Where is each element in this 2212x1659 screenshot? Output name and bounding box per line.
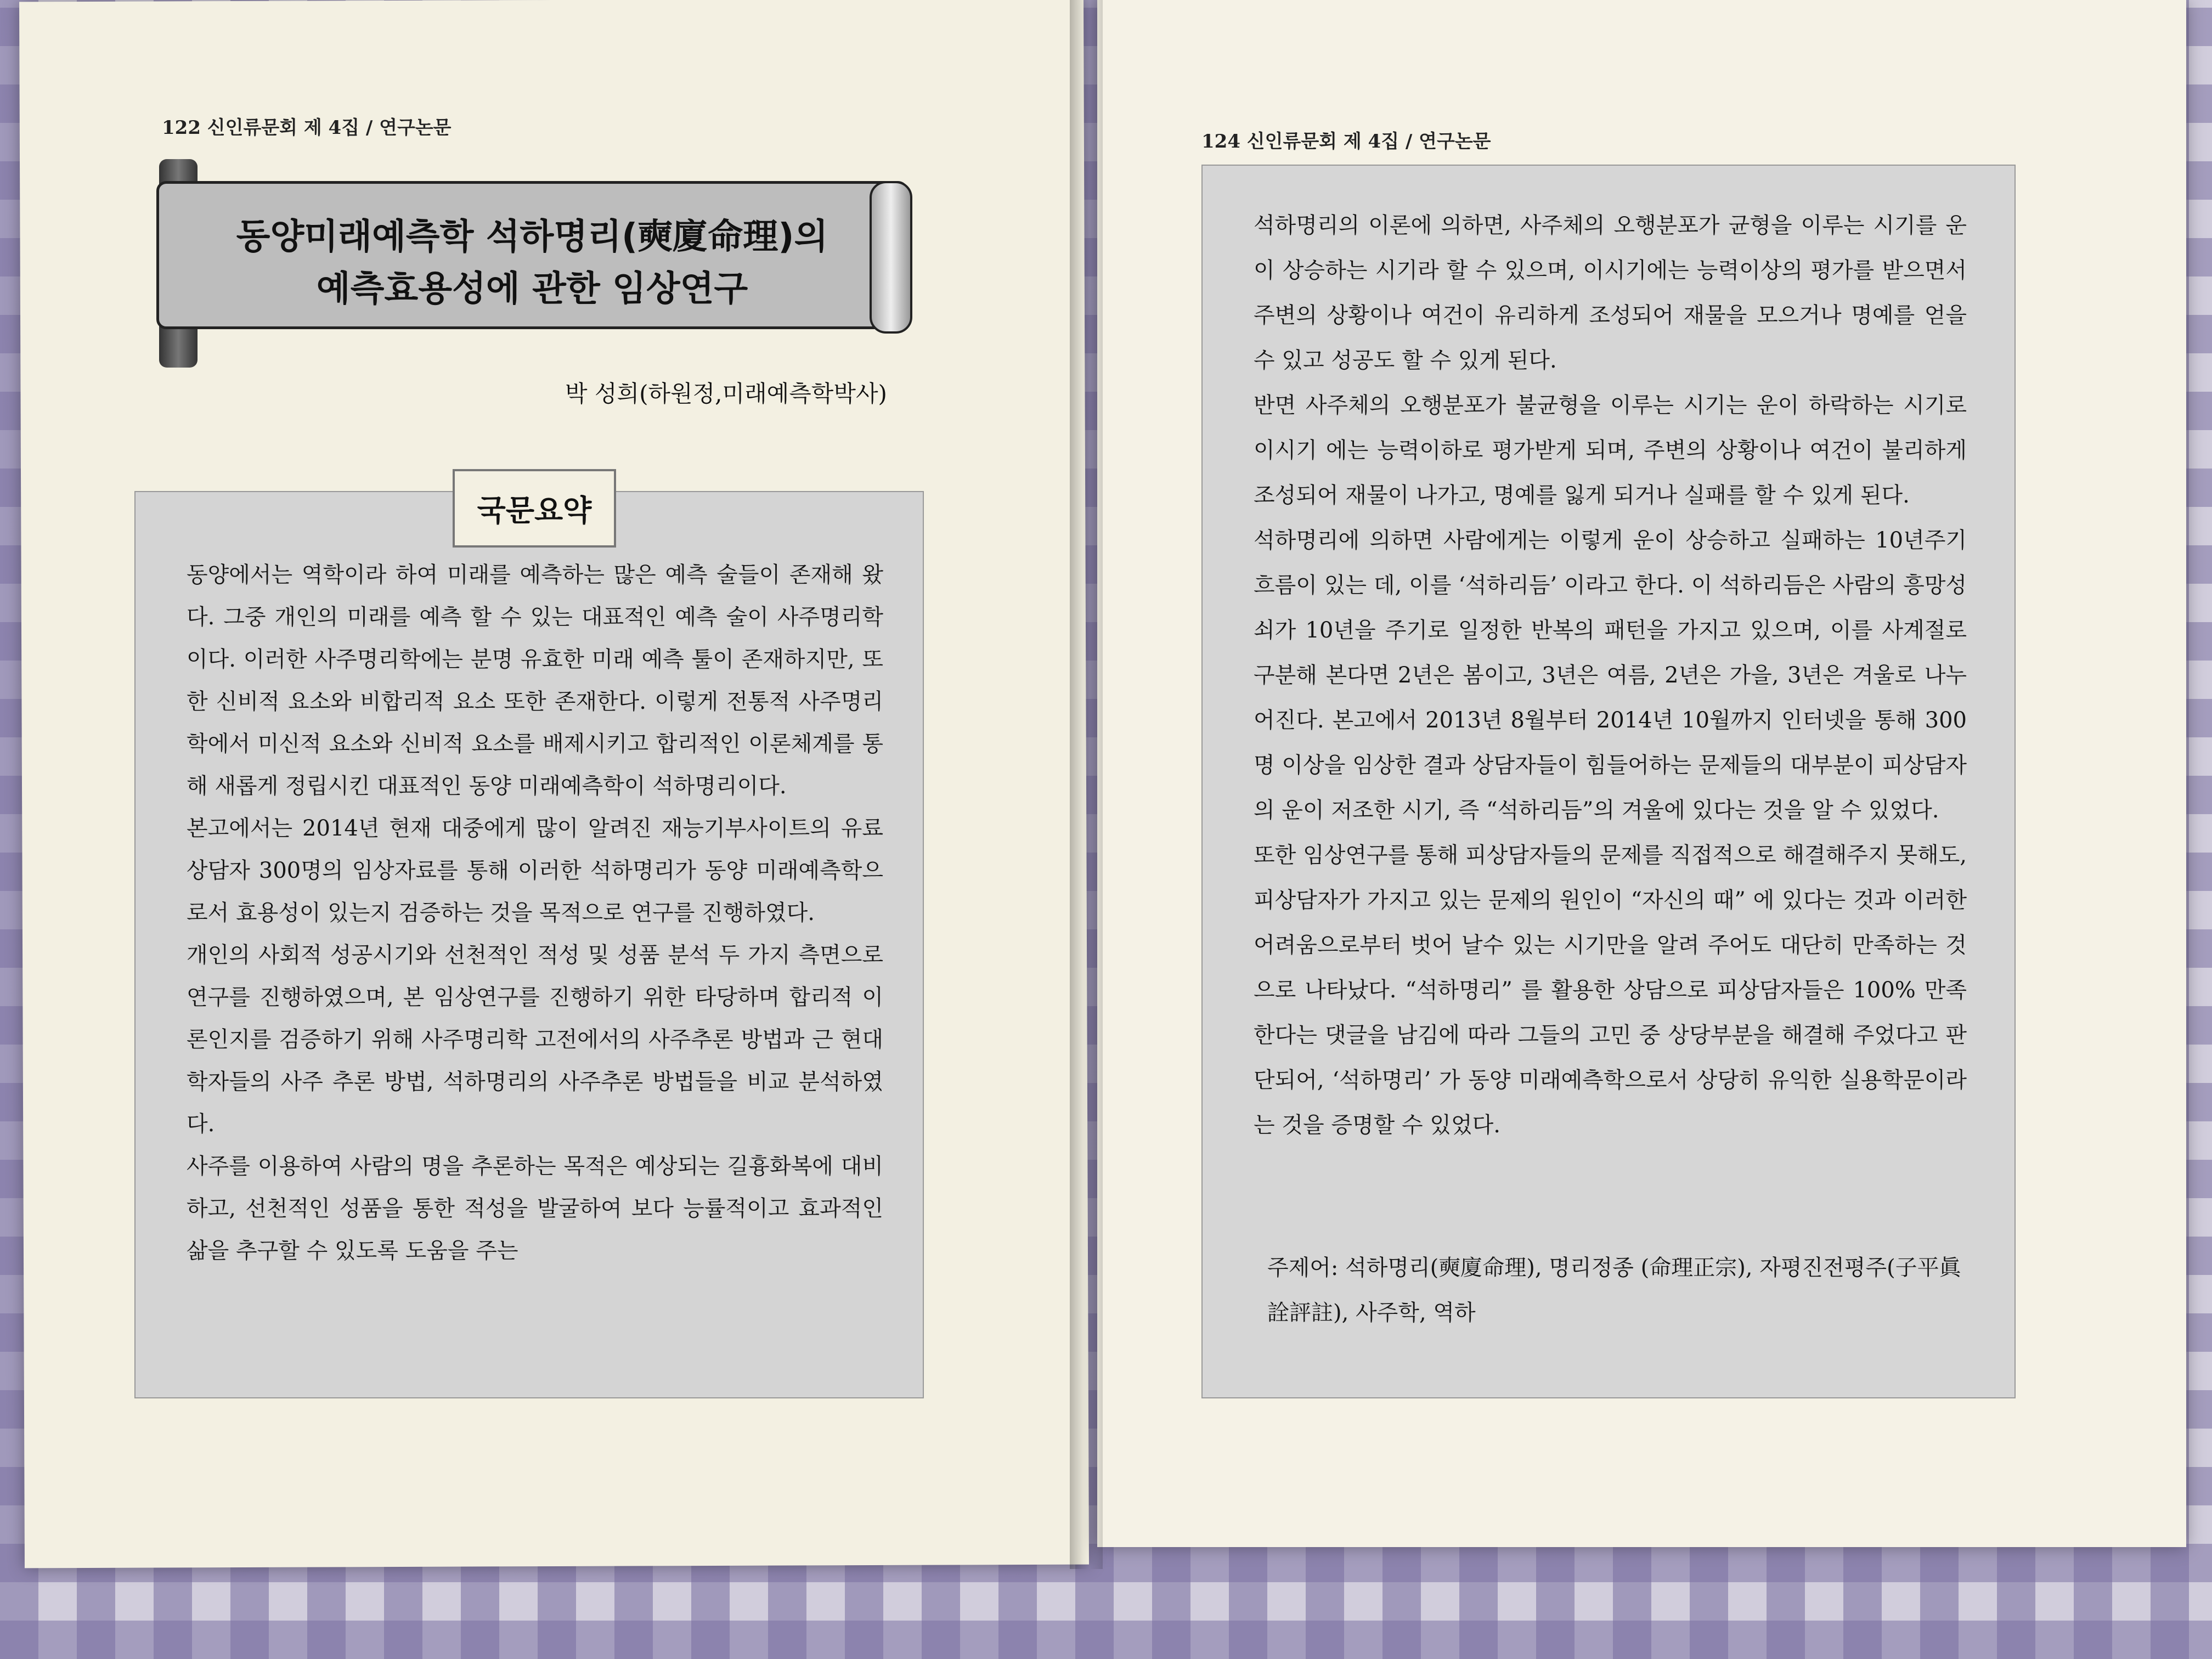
scroll-roll-right [870,181,912,334]
abstract-text [187,554,883,1272]
title-line-2: 예측효용성에 관한 임상연구 [316,269,748,309]
abstract-paragraph: 본고에서는 2014년 현재 대중에게 많이 알려진 재능기부사이트의 유료 상담자 300명의 임상자료를 통해 이러한 석하명리가 동양 미래예측학으로서 효용성이 있는지 검증하는 것을 목적으로 연구를 진행하였다. [187,816,883,926]
keywords: 주제어: 석하명리(奭廈命理), 명리정종 (命理正宗), 자평진전평주(子平眞詮評註), 사주학, 역하 [1267,1255,1961,1325]
right-running-head: 124 신인류문회 제 4집 / 연구논문 [1201,131,1491,153]
abstract-continued-text [1254,203,1967,1148]
book-gutter [1070,0,1103,1569]
abstract-paragraph: 석하명리의 이론에 의하면, 사주체의 오행분포가 균형을 이루는 시기를 운이 상승하는 시기라 할 수 있으며, 이시기에는 능력이상의 평가를 받으면서 주변의 상황이나 여건이 유리하게 조성되어 재물을 모으거나 명예를 얻을 수 있고 성공도 할 수 있게 된다. [1254,213,1967,373]
abstract-paragraph: 동양에서는 역학이라 하여 미래를 예측하는 많은 예측 술들이 존재해 왔다. 그중 개인의 미래를 예측 할 수 있는 대표적인 예측 술이 사주명리학이다. 이러한 사주명리학에는 분명 유효한 미래 예측 툴이 존재하지만, 또한 신비적 요소와 비합리적 요소 또한 존재한다. 이렇게 전통적 사주명리학에서 미신적 요소와 신비적 요소를 배제시키고 합리적인 이론체계를 통해 새롭게 정립시킨 대표적인 동양 미래예측학이 석하명리이다. [187,562,883,799]
title-line-1: 동양미래예측학 석하명리(奭廈命理)의 [236,217,828,257]
abstract-label: 국문요약 [453,469,616,548]
abstract-paragraph: 개인의 사회적 성공시기와 선천적인 적성 및 성품 분석 두 가지 측면으로 연구를 진행하였으며, 본 임상연구를 진행하기 위한 타당하며 합리적 이론인지를 검증하기 위해 사주명리학 고전에서의 사주추론 방법과 근 현대 학자들의 사주 추론 방법, 석하명리의 사주추론 방법들을 비교 분석하였다. [187,943,883,1137]
abstract-paragraph: 사주를 이용하여 사람의 명을 추론하는 목적은 예상되는 길흉화복에 대비하고, 선천적인 성품을 통한 적성을 발굴하여 보다 능률적이고 효과적인 삶을 추구할 수 있도록 도움을 주는 [187,1154,883,1263]
abstract-paragraph: 또한 임상연구를 통해 피상담자들의 문제를 직접적으로 해결해주지 못해도, 피상담자가 가지고 있는 문제의 원인이 “자신의 때” 에 있다는 것과 이러한 어려움으로부터 벗어 날수 있는 시기만을 알려 주어도 대단히 만족하는 것으로 나타났다. “석하명리” 를 활용한 상담으로 피상담자들은 100% 만족한다는 댓글을 남김에 따라 그들의 고민 중 상당부분을 해결해 주었다고 판단되어, ‘석하명리’ 가 동양 미래예측학으로서 상당히 유익한 실용학문이라는 것을 증명할 수 있었다. [1254,843,1967,1138]
left-running-head: 122 신인류문회 제 4집 / 연구논문 [162,117,452,139]
author-line: 박 성희(하원정,미래예측학박사) [565,380,887,407]
title-banner [156,181,908,329]
abstract-paragraph: 반면 사주체의 오행분포가 불균형을 이루는 시기는 운이 하락하는 시기로 이시기 에는 능력이하로 평가받게 되며, 주변의 상황이나 여건이 불리하게 조성되어 재물이 나가고, 명예를 잃게 되거나 실패를 할 수 있게 된다. [1254,393,1967,508]
abstract-paragraph: 석하명리에 의하면 사람에게는 이렇게 운이 상승하고 실패하는 10년주기 흐름이 있는 데, 이를 ‘석하리듬’ 이라고 한다. 이 석하리듬은 사람의 흥망성쇠가 10년을 주기로 일정한 반복의 패턴을 가지고 있으며, 이를 사계절로 구분해 본다면 2년은 봄이고, 3년은 여름, 2년은 가을, 3년은 겨울로 나누어진다. 본고에서 2013년 8월부터 2014년 10월까지 인터넷을 통해 300명 이상을 임상한 결과 상담자들이 힘들어하는 문제들의 대부분이 피상담자의 운이 저조한 시기, 즉 “석하리듬”의 겨울에 있다는 것을 알 수 있었다. [1254,528,1967,823]
